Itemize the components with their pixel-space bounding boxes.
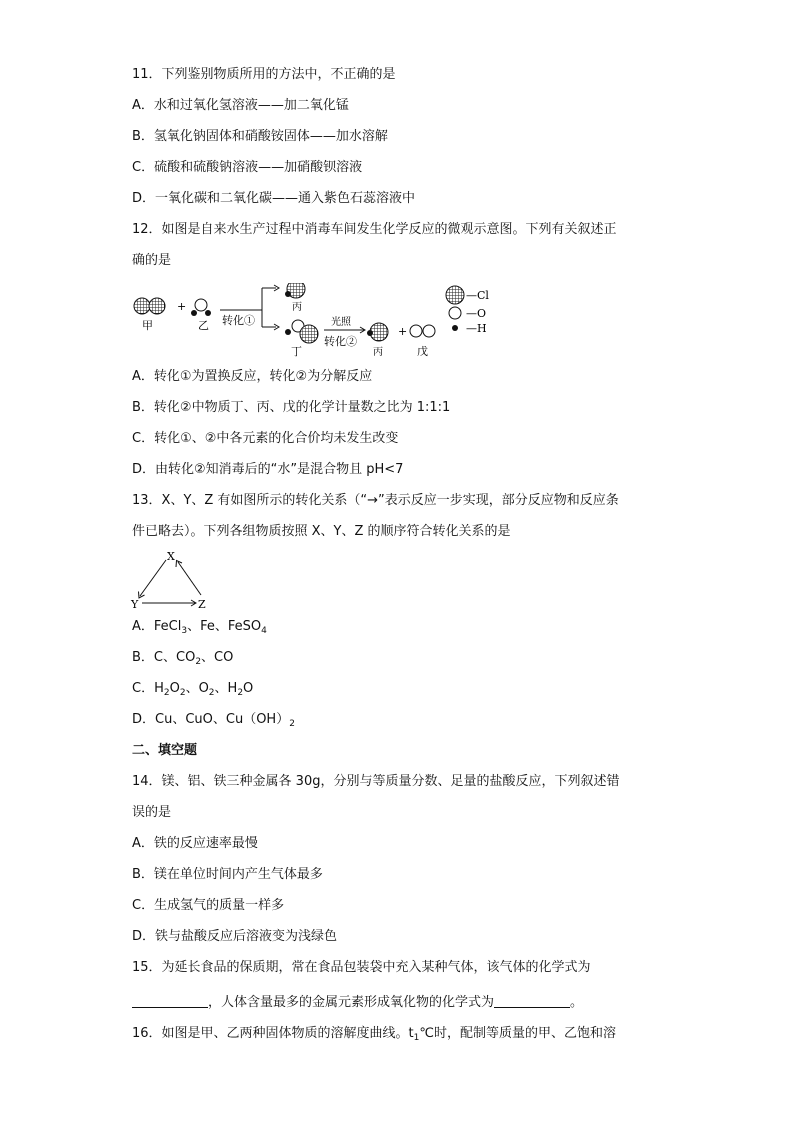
legend-h: —H — [466, 322, 487, 335]
q16-sub: 1 — [413, 1033, 420, 1043]
q14-stem-line1: 14．镁、铝、铁三种金属各 30g，分别与等质量分数、足量的盐酸反应，下列叙述错 — [132, 774, 620, 789]
node-x: X — [167, 550, 175, 563]
q13-a-p2: 、Fe、FeSO — [187, 619, 262, 634]
label-jia: 甲 — [142, 319, 153, 332]
q13-c-sub1: 2 — [163, 688, 170, 698]
q15-answer-blank-1[interactable] — [132, 994, 208, 1008]
q13-c-p5: O — [243, 681, 254, 696]
conv2-label: 转化② — [324, 335, 357, 348]
q14-option-c: C．生成氢气的质量一样多 — [132, 898, 285, 913]
section-heading-fill-in: 二、填空题 — [132, 743, 198, 758]
q13-a-sub1: 3 — [181, 626, 188, 636]
q12-stem-line1: 12．如图是自来水生产过程中消毒车间发生化学反应的微观示意图。下列有关叙述正 — [132, 222, 617, 237]
molecule-ding — [285, 320, 318, 343]
q12-option-a: A．转化①为置换反应，转化②为分解反应 — [132, 369, 373, 384]
q11-option-c: C．硫酸和硫酸钠溶液——加硝酸钡溶液 — [132, 160, 363, 175]
q13-c-p4: 、H — [214, 681, 238, 696]
q13-option-a — [132, 618, 267, 636]
legend-cl: —Cl — [466, 289, 489, 302]
q13-option-c — [132, 680, 253, 698]
q13-option-d — [132, 711, 295, 729]
q12-option-d: D．由转化②知消毒后的“水”是混合物且 pH<7 — [132, 462, 404, 477]
q14-option-b: B．镁在单位时间内产生气体最多 — [132, 867, 323, 882]
q13-a-sub2: 4 — [261, 626, 267, 636]
q14-option-d: D．铁与盐酸反应后溶液变为浅绿色 — [132, 929, 338, 944]
node-y: Y — [131, 598, 139, 611]
q16-p1: 16．如图是甲、乙两种固体物质的溶解度曲线。t — [132, 1026, 414, 1041]
q15-line2-text: ，人体含量最多的金属元素形成氧化物的化学式为 — [208, 995, 495, 1010]
q11-option-b: B．氢氧化钠固体和硝酸铵固体——加水溶解 — [132, 129, 388, 144]
atom-legend — [446, 286, 489, 335]
q12-reaction-diagram — [128, 283, 508, 363]
molecule-yi — [191, 299, 211, 316]
label-yi: 乙 — [198, 319, 209, 332]
q12-option-c: C．转化①、②中各元素的化合价均未发生改变 — [132, 431, 399, 446]
q12-option-b: B．转化②中物质丁、丙、戊的化学计量数之比为 1:1:1 — [132, 400, 451, 415]
q11-stem: 11．下列鉴别物质所用的方法中，不正确的是 — [132, 67, 396, 82]
q15-line2-end: 。 — [570, 995, 584, 1010]
q11-option-d: D．一氧化碳和二氧化碳——通入紫色石蕊溶液中 — [132, 191, 416, 206]
label-bing-bottom: 丙 — [373, 347, 383, 358]
light-label: 光照 — [331, 317, 351, 328]
q15-line2 — [132, 994, 583, 1012]
q13-b-sub1: 2 — [195, 657, 202, 667]
q13-stem-line2: 件已略去）。下列各组物质按照 X、Y、Z 的顺序符合转化关系的是 — [132, 524, 511, 539]
q13-a-p1: A．FeCl — [132, 619, 182, 634]
q13-c-sub3: 2 — [208, 688, 215, 698]
q11-option-a: A．水和过氧化氢溶液——加二氧化锰 — [132, 98, 349, 113]
label-bing-top: 丙 — [292, 302, 302, 313]
q13-c-p2: O — [169, 681, 180, 696]
label-ding: 丁 — [291, 345, 302, 358]
q13-c-sub2: 2 — [179, 688, 186, 698]
q16-p2: ℃时，配制等质量的甲、乙饱和溶 — [419, 1026, 616, 1041]
q13-stem-line1: 13．X、Y、Z 有如图所示的转化关系（“→”表示反应一步实现，部分反应物和反应条 — [132, 493, 619, 508]
molecule-jia — [134, 298, 165, 314]
q14-option-a: A．铁的反应速率最慢 — [132, 836, 258, 851]
molecule-bing-bottom — [367, 323, 388, 341]
q13-option-b — [132, 649, 233, 667]
conv1-label: 转化① — [222, 314, 255, 327]
q13-c-p1: C．H — [132, 681, 164, 696]
label-wu: 戊 — [417, 345, 428, 358]
q13-c-sub4: 2 — [237, 688, 244, 698]
molecule-wu — [410, 325, 435, 337]
q14-stem-line2: 误的是 — [132, 805, 172, 820]
q13-d-p1: D．Cu、CuO、Cu（OH） — [132, 712, 290, 727]
node-z: Z — [198, 598, 206, 611]
q13-xyz-diagram — [128, 548, 218, 614]
plus-2: + — [398, 325, 408, 338]
q16-stem — [132, 1025, 616, 1043]
q13-d-sub1: 2 — [289, 719, 295, 729]
plus-1: + — [177, 300, 187, 313]
q15-answer-blank-2[interactable] — [494, 994, 570, 1008]
q13-b-p2: 、CO — [201, 650, 234, 665]
q15-stem-line1: 15．为延长食品的保质期，常在食品包装袋中充入某种气体，该气体的化学式为 — [132, 960, 591, 975]
legend-o: —O — [466, 307, 487, 320]
q13-c-p3: 、O — [185, 681, 209, 696]
molecule-bing-top — [285, 283, 305, 298]
q13-b-p1: B．C、CO — [132, 650, 196, 665]
q12-stem-line2: 确的是 — [132, 253, 172, 268]
